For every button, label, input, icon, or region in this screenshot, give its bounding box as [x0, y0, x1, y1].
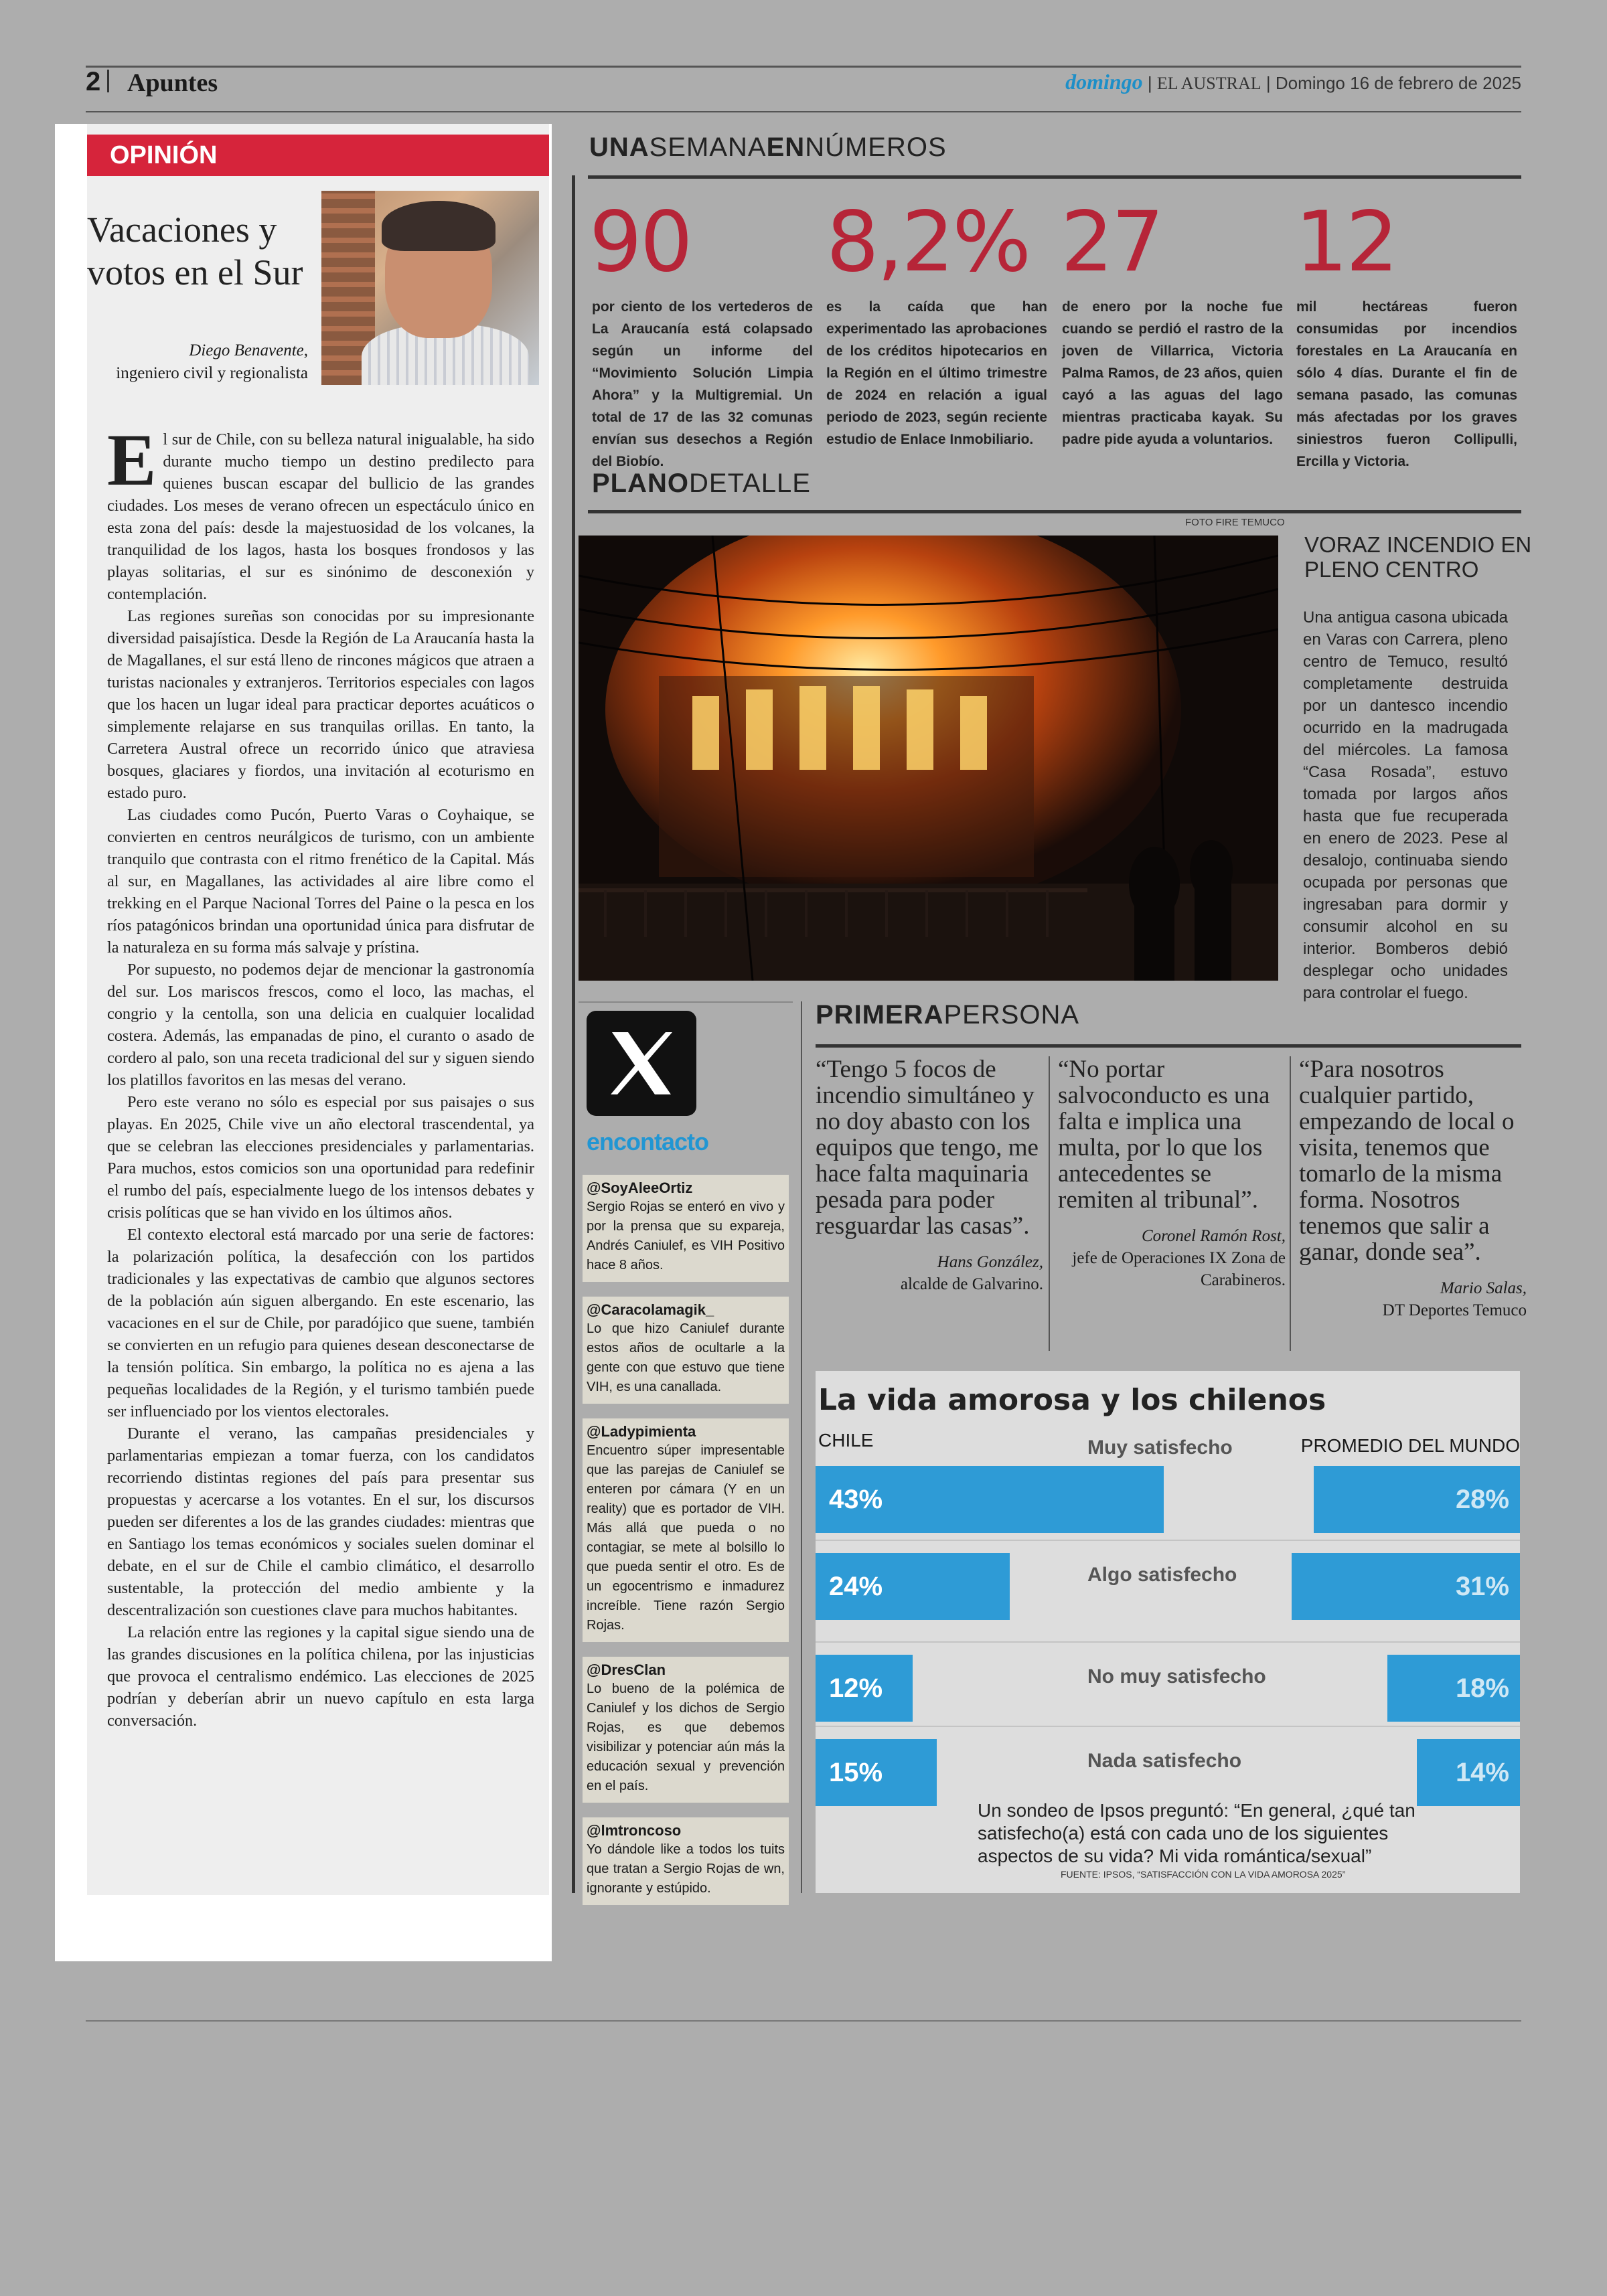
- stat-text: es la caída que han experimentado las aprobaciones de los créditos hipotecarios en la Región en el último trimestre de 2024 en relación a igual periodo de 2023, según reciente estudio de Enlace Inmobiliario.: [826, 299, 1047, 447]
- quote-text: “Para nosotros cualquier partido, empezando de local o visita, tenemos que tomarlo de la misma forma. Nosotros tenemos que salir a ganar, donde sea”.: [1299, 1056, 1515, 1266]
- stat-number: 8,2%: [826, 194, 1030, 291]
- x-logo-glyph: [587, 1011, 696, 1116]
- masthead-sep: |: [1266, 73, 1276, 93]
- column-divider: [572, 175, 575, 1893]
- contacto-list: [583, 1175, 789, 1920]
- encontacto-title: encontacto: [587, 1128, 709, 1155]
- stat-text: mil hectáreas fueron consumidas por incendios forestales en La Araucanía en sólo 4 días. Durante el fin de semana pasado, las comunas más afectadas por los graves siniestros fueron Collipulli, Ercilla y Victoria.: [1296, 299, 1517, 469]
- footer-rule: [86, 2020, 1521, 2022]
- author-photo: [321, 191, 539, 385]
- quote-card: [816, 1056, 1043, 1295]
- opinion-column: [55, 124, 552, 1961]
- opinion-panel: [87, 124, 549, 1895]
- contacto-rule: [579, 1001, 793, 1003]
- post-text: Lo bueno de la polémica de Caniulef y los dichos de Sergio Rojas, es que debemos visibilizar y potenciar aún más la educación sexual y prevención en el país.: [587, 1682, 785, 1793]
- world-bar: 28%: [1314, 1466, 1520, 1533]
- quote-author: Coronel Ramón Rost, jefe de Operaciones IX Zona de Carabineros.: [1072, 1227, 1286, 1289]
- opinion-paragraph: El contexto electoral está marcado por una serie de factores: la polarización política, la desafección con los partidos tradicionales y las expectativas de cambio que algunos sectores de la población aún siguen albergando. En este escenario, las vacaciones en el sur de Chile, por paradójico que suene, también se convierten en un refugio para quienes desean desconectarse de la tensión política. Sin embargo, la política no es ajena a las pequeñas localidades de la Región, y el turismo también puede ser influenciado por los vientos electorales.: [107, 1226, 534, 1420]
- voraz-text: Una antigua casona ubicada en Varas con Carrera, pleno centro de Temuco, resultó completamente destruida por un dantesco incendio ocurrido en la madrugada del miércoles. La famosa “Casa Rosada”, estuvo tomada por largos años hasta que fue recuperada en enero de 2023. Pese al desalojo, continuaba siendo ocupada por personas que ingresaban para dormir y consumir alcohol en su interior. Bomberos debió desplegar ocho unidades para controlar el fuego.: [1303, 608, 1508, 1002]
- survey-left-label: CHILE: [818, 1430, 874, 1451]
- author-role: ingeniero civil y regionalista: [116, 364, 308, 382]
- stat-text: por ciento de los vertederos de La Araucanía está colapsado según un informe del “Movimiento Solución Limpia Ahora” y la Multigremial. Un total de 17 de las 32 comunas envían sus desechos a Región del Biobío.: [592, 299, 813, 469]
- primera-rule: [816, 1044, 1521, 1048]
- opinion-paragraph: Pero este verano no sólo es especial por sus paisajes o sus playas. En 2025, Chile vive un año electoral trascendental, ya que se celebran las elecciones presidenciales y parlamentarias. Para muchos, estos comicios son una oportunidad para redefinir el rumbo del país, especialmente luego de los intensos debates y crisis políticas que se han vivido en los últimos años.: [107, 1093, 534, 1222]
- plano-title: PLANODETALLE: [592, 469, 811, 498]
- post-handle: @Ladypimienta: [587, 1423, 696, 1440]
- chile-bar: 15%: [816, 1739, 937, 1806]
- opinion-paragraph: Por supuesto, no podemos dejar de mencionar la gastronomía del sur. Los mariscos frescos, como el loco, las machas, el congrio y la centolla, son una delicia en cualquier localidad costera. Además, las empanadas de pino, el curanto o asado de cordero al palo, son una receta tradicional del sur y siguen siendo los platillos favoritos en las mesas del verano.: [107, 961, 534, 1089]
- dropcap: E: [107, 419, 157, 501]
- quote-author: Mario Salas, DT Deportes Temuco: [1382, 1279, 1527, 1319]
- opinion-paragraph: Las ciudades como Pucón, Puerto Varas o Coyhaique, se convierten en centros neurálgicos de turismo, con un ambiente tranquilo que contrasta con el ritmo frenético de la Capital. Más al sur, en Magallanes, las actividades al aire libre como el trekking en el Parque Nacional Torres del Paine o la pesca en los ríos patagónicos brindan una oportunidad única para disfrutar de la naturaleza en su forma más salvaje y prístina.: [107, 806, 534, 957]
- page-number: 2: [86, 67, 101, 96]
- quote-card: [1299, 1056, 1527, 1321]
- header-bottom-rule: [86, 111, 1521, 112]
- survey-row-separator: [816, 1641, 1520, 1643]
- chile-bar: 43%: [816, 1466, 1164, 1533]
- survey-row-label: Algo satisfecho: [1087, 1564, 1237, 1586]
- contacto-divider: [801, 1001, 802, 1893]
- world-bar: 31%: [1292, 1553, 1520, 1620]
- author-name: Diego Benavente,: [189, 341, 308, 359]
- survey-row-separator: [816, 1726, 1520, 1727]
- survey-row-label: No muy satisfecho: [1087, 1665, 1266, 1688]
- post-text: Yo dándole like a todos los tuits que tratan a Sergio Rojas de wn, ignorante y estúpido.: [587, 1842, 785, 1896]
- masthead-sep: |: [1147, 73, 1157, 93]
- opinion-body: [107, 419, 534, 1732]
- header-top-rule: [86, 66, 1521, 68]
- stat-number: 90: [589, 194, 691, 291]
- section-name: Apuntes: [127, 69, 218, 97]
- stat-number: 27: [1061, 194, 1162, 291]
- paragraph-text: l sur de Chile, con su belleza natural inigualable, ha sido durante mucho tiempo un destino predilecto para quienes buscan escapar del bullicio de las grandes ciudades. Los meses de verano ofrecen un espectáculo único en esta zona del país: desde la majestuosidad de los volcanes, la tranquilidad de los lagos, hasta los bosques frondosos y las playas solitarias, el sur es sinónimo de desconexión y contemplación.: [107, 430, 534, 603]
- brand-name: domingo: [1065, 70, 1143, 94]
- survey-row-separator: [816, 1540, 1520, 1541]
- issue-date: Domingo 16 de febrero de 2025: [1275, 73, 1521, 93]
- author-credit: [87, 339, 308, 385]
- stat-number: 12: [1295, 194, 1397, 291]
- post-handle: @Caracolamagik_: [587, 1301, 714, 1318]
- opinion-paragraph: Durante el verano, las campañas presidenciales y parlamentarias empiezan a tomar fuerza, con los candidatos recorriendo distintas regiones del país para presentar sus propuestas y acercarse a los votantes. En el sur, los discursos pueden ser diferentes a los de las grandes ciudades: mientras que en Santiago los temas económicos y sociales suelen dominar el debate, en el sur de Chile el cambio climático, el desarrollo sustentable, la protección del medio ambiente y la descentralización son cuestiones clave para muchos habitantes.: [107, 1424, 534, 1619]
- quote-text: “No portar salvoconducto es una falta e implica una multa, por lo que los antecedentes se remiten al tribunal”.: [1058, 1056, 1270, 1214]
- header-masthead: [1065, 70, 1521, 94]
- contact-post: [583, 1817, 789, 1905]
- x-logo-icon: [587, 1011, 696, 1116]
- opinion-paragraph: [107, 419, 534, 605]
- post-handle: @lmtroncoso: [587, 1822, 682, 1839]
- chile-bar: 12%: [816, 1655, 913, 1722]
- opinion-title: Vacaciones y votos en el Sur: [87, 210, 303, 293]
- post-text: Encuentro súper impresentable que las parejas de Caniulef se enteren por cámara (Y en un reality) que es portador de VIH. Más allá que pueda o no contagiar, se mete al bolsillo lo que pueda sentir el otro. Es de un egocentrismo e inmadurez increíble. Tiene razón Sergio Rojas.: [587, 1443, 785, 1633]
- quote-text: “Tengo 5 focos de incendio simultáneo y no doy abasto con los equipos que tengo, me hace falta maquinaria pesada para poder resguardar las casas”.: [816, 1056, 1039, 1240]
- survey-title: La vida amorosa y los chilenos: [818, 1383, 1326, 1417]
- semana-title: UNASEMANAENNÚMEROS: [589, 133, 947, 162]
- survey-right-label: PROMEDIO DEL MUNDO: [1300, 1435, 1520, 1456]
- contact-post: [583, 1175, 789, 1282]
- survey-row-label: Nada satisfecho: [1087, 1750, 1242, 1772]
- fire-illustration: [579, 536, 1278, 981]
- photo-credit: FOTO FIRE TEMUCO: [1185, 517, 1285, 528]
- survey-note: Un sondeo de Ipsos preguntó: “En general, ¿qué tan satisfecho(a) está con cada uno de los siguientes aspectos de su vida? Mi vida romántica/sexual”: [978, 1800, 1415, 1866]
- survey-row-label: Muy satisfecho: [1087, 1437, 1233, 1459]
- post-text: Sergio Rojas se enteró en vivo y por la prensa que su expareja, Andrés Caniulef, es VIH Positivo hace 8 años.: [587, 1200, 785, 1273]
- quote-divider: [1290, 1056, 1291, 1351]
- contact-post: [583, 1418, 789, 1642]
- quote-card: [1058, 1056, 1286, 1291]
- opinion-badge: OPINIÓN: [87, 135, 549, 176]
- contact-post: [583, 1297, 789, 1404]
- quote-divider: [1049, 1056, 1050, 1351]
- stat-text: de enero por la noche fue cuando se perdió el rastro de la joven de Villarrica, Victoria Palma Ramos, de 23 años, quien cayó a las aguas del lago mientras practicaba kayak. Su padre pide ayuda a voluntarios.: [1062, 299, 1283, 447]
- header-separator: [107, 70, 109, 92]
- post-handle: @DresClan: [587, 1661, 666, 1678]
- contact-post: [583, 1657, 789, 1803]
- world-bar: 18%: [1387, 1655, 1520, 1722]
- primera-title: PRIMERAPERSONA: [816, 1000, 1080, 1030]
- survey-chart: [816, 1371, 1520, 1893]
- chile-bar: 24%: [816, 1553, 1010, 1620]
- world-bar: 14%: [1417, 1739, 1520, 1806]
- opinion-paragraph: Las regiones sureñas son conocidas por su impresionante diversidad paisajística. Desde la Región de La Araucanía hasta la de Magallanes, el sur está lleno de rincones mágicos que atraen a turistas nacionales y extranjeros. Territorios especiales con lagos que los hacen un lugar ideal para practicar deportes acuáticos o simplemente relajarse en sus tranquilas orillas. En tanto, la Carretera Austral ofrece un recorrido único que atraviesa bosques, glaciares y fiordos, una invitación al ecoturismo en estado puro.: [107, 607, 534, 802]
- fire-photo: [579, 536, 1278, 981]
- paper-name: EL AUSTRAL: [1156, 74, 1261, 93]
- survey-source: FUENTE: IPSOS, “SATISFACCIÓN CON LA VIDA AMOROSA 2025”: [1061, 1869, 1346, 1880]
- photo-hair: [382, 201, 495, 251]
- semana-rule: [588, 175, 1521, 179]
- voraz-headline: VORAZ INCENDIO EN PLENO CENTRO: [1304, 532, 1532, 582]
- plano-rule: [588, 510, 1521, 513]
- post-handle: @SoyAleeOrtiz: [587, 1179, 693, 1196]
- post-text: Lo que hizo Caniulef durante estos años de ocultarle a la gente con que estuvo que tiene VIH, es una canallada.: [587, 1321, 785, 1394]
- quote-author: Hans González, alcalde de Galvarino.: [900, 1253, 1043, 1293]
- opinion-paragraph: La relación entre las regiones y la capital sigue siendo una de las grandes discusiones en la política chilena, por las injusticias que provoca el centralismo endémico. Las elecciones de 2025 podrían y deberían abrir un nuevo capítulo en esta larga conversación.: [107, 1623, 534, 1730]
